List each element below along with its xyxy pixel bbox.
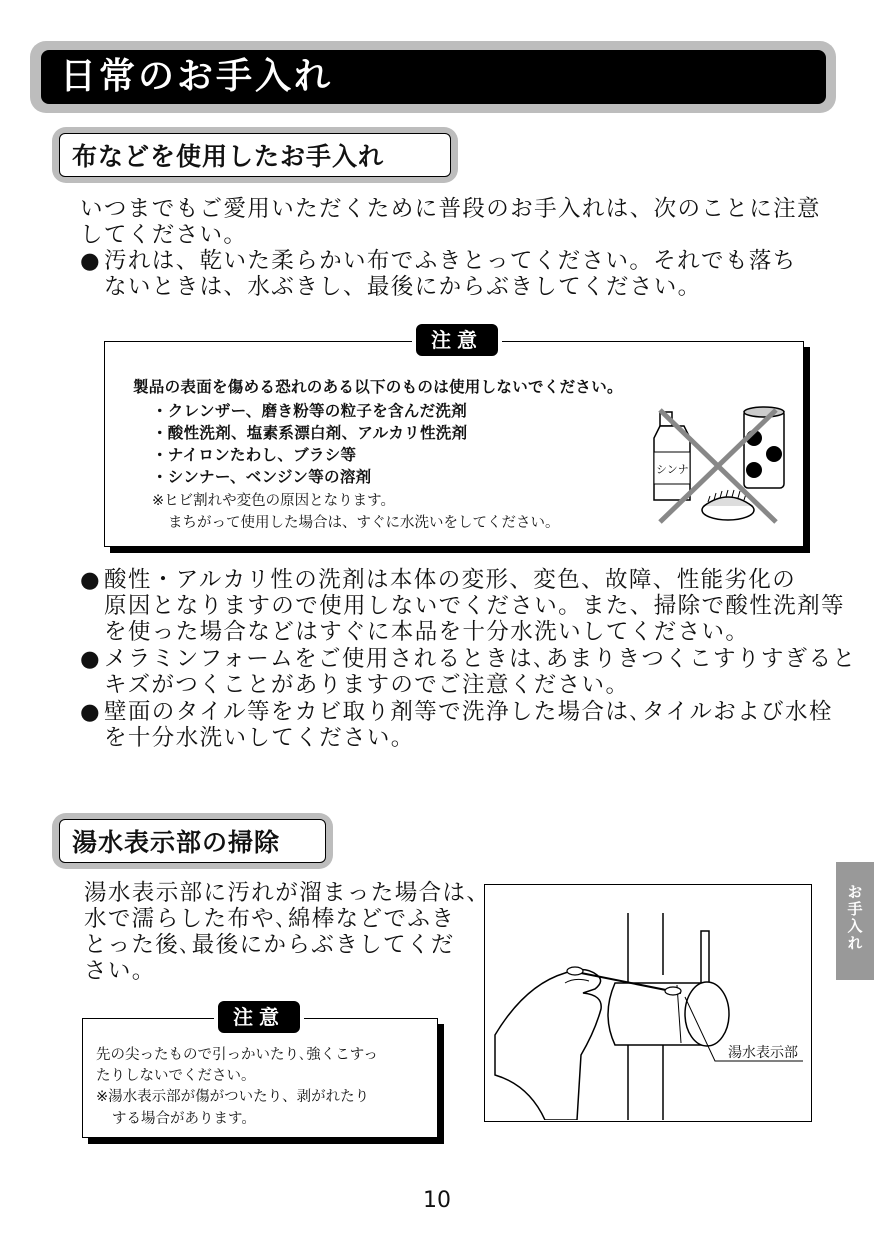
caution2-line-3: ※湯水表示部が傷がついたり、剥がれたり bbox=[96, 1089, 370, 1105]
section1-heading: 布などを使用したお手入れ bbox=[72, 142, 385, 171]
faucet-illustration bbox=[484, 884, 812, 1122]
section2-line-2: 水で濡らした布や､綿棒などでふき bbox=[84, 906, 456, 932]
caution1-note-2: まちがって使用した場合は、すぐに水洗いをしてください。 bbox=[168, 515, 560, 531]
bullet-mark-4: ● bbox=[80, 699, 102, 725]
section2-heading: 湯水表示部の掃除 bbox=[72, 828, 281, 857]
caution1-note-1: ※ヒビ割れや変色の原因となります。 bbox=[152, 493, 395, 509]
caution2-line-2: たりしないでください。 bbox=[96, 1068, 256, 1084]
caution2-line-4: する場合があります。 bbox=[112, 1111, 256, 1127]
caution1-item-1: ・クレンザー、磨き粉等の粒子を含んだ洗剤 bbox=[152, 402, 467, 420]
section2-line-1: 湯水表示部に汚れが溜まった場合は、 bbox=[84, 880, 491, 906]
bullet3-line-2: キズがつくことがありますのでご注意ください。 bbox=[104, 672, 630, 698]
page-number: 10 bbox=[423, 1188, 451, 1213]
bullet2-line-2: 原因となりますので使用しないでください。また、掃除で酸性洗剤等 bbox=[104, 593, 845, 619]
caution-tag-2: 注意 bbox=[214, 997, 304, 1037]
caution-tag-1: 注意 bbox=[412, 320, 502, 360]
bullet1-line-1: 汚れは、乾いた柔らかい布でふきとってください。それでも落ち bbox=[104, 248, 797, 274]
caution1-item-4: ・シンナー、ベンジン等の溶剤 bbox=[152, 468, 372, 486]
intro-line-2: してください。 bbox=[80, 222, 248, 248]
bottle-label: シンナ bbox=[656, 463, 689, 476]
bullet-mark-2: ● bbox=[80, 567, 102, 593]
prohibited-cleaners-icon bbox=[640, 402, 790, 532]
section2-line-3: とった後､最後にからぶきしてくだ bbox=[84, 932, 455, 958]
bullet2-line-3: を使った場合などはすぐに本品を十分水洗いしてください。 bbox=[104, 619, 750, 645]
caution2-line-1: 先の尖ったもので引っかいたり､強くこすっ bbox=[96, 1047, 378, 1063]
bullet3-line-1: メラミンフォームをご使用されるときは､あまりきつくこすりすぎると bbox=[104, 646, 857, 672]
bullet2-line-1: 酸性・アルカリ性の洗剤は本体の変形、変色、故障、性能劣化の bbox=[104, 567, 797, 593]
side-tab-label: お手入れ bbox=[845, 884, 864, 952]
caution1-item-2: ・酸性洗剤、塩素系漂白剤、アルカリ性洗剤 bbox=[152, 424, 468, 442]
bullet4-line-2: を十分水洗いしてください。 bbox=[104, 725, 415, 751]
caution1-lead: 製品の表面を傷める恐れのある以下のものは使用しないでください。 bbox=[133, 378, 623, 396]
bullet1-line-2: ないときは、水ぶきし、最後にからぶきしてください。 bbox=[104, 274, 702, 300]
intro-line-1: いつまでもご愛用いただくために普段のお手入れは、次のことに注意 bbox=[80, 196, 821, 222]
bullet-mark-3: ● bbox=[80, 646, 102, 672]
display-label: 湯水表示部 bbox=[728, 1045, 798, 1061]
bullet-mark: ● bbox=[80, 248, 102, 274]
cleaning-faucet-drawing bbox=[485, 885, 810, 1120]
caution1-item-3: ・ナイロンたわし、ブラシ等 bbox=[152, 446, 357, 464]
side-tab[interactable] bbox=[836, 862, 874, 980]
section2-line-4: さい。 bbox=[84, 958, 156, 984]
bullet4-line-1: 壁面のタイル等をカビ取り剤等で洗浄した場合は､タイルおよび水栓 bbox=[104, 699, 833, 725]
page-title: 日常のお手入れ bbox=[60, 56, 334, 97]
